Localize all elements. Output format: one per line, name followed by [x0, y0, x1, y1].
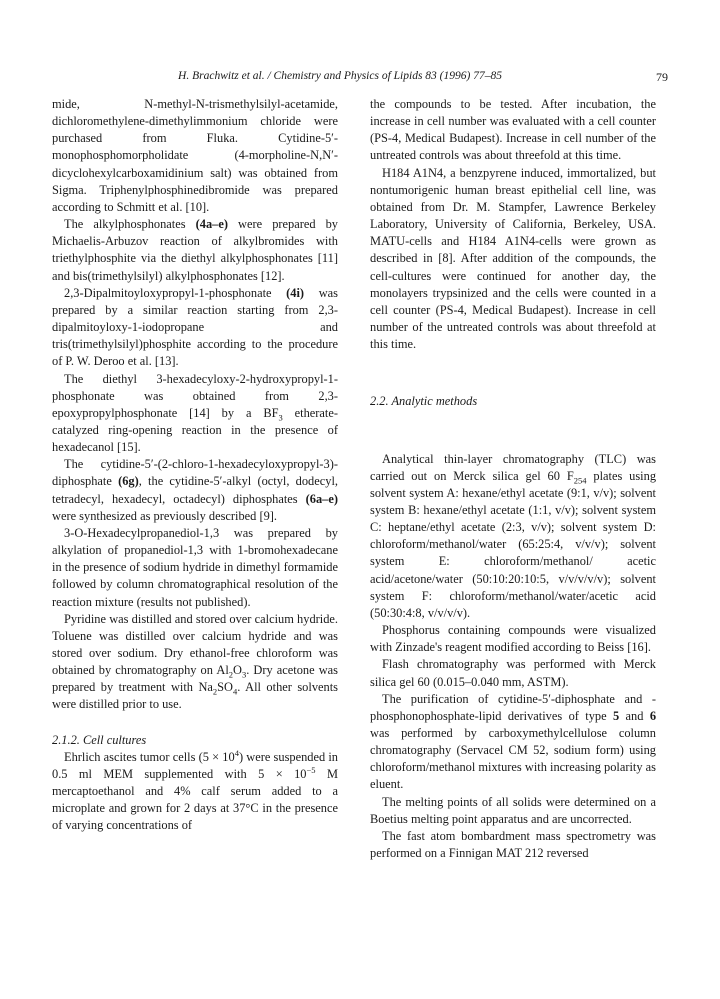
paragraph: 3-O-Hexadecylpropanediol-1,3 was prepared by alkylation of propanediol-1,3 with 1-bromohexadecane in the presence of sodium hydride in dimethyl formamide followed by column chromatographical resolution of the reaction mixture (results not published). [52, 525, 338, 609]
paragraph: The cytidine-5′-(2-chloro-1-hexadecyloxypropyl-3)-diphosphate (6g), the cytidine-5′-alkyl (octyl, dodecyl, tetradecyl, hexadecyl, octadecyl) diphosphates (6a–e) were synthesized as previously described [9]. [52, 457, 338, 523]
paragraph: The diethyl 3-hexadecyloxy-2-hydroxypropyl-1-phosphonate was obtained from 2,3-epoxypropylphosphonate [14] by a $BF_3$ etherate-catalyzed ring-opening reaction in the presence of hexadecanol [15]. [52, 371, 339, 455]
paragraph: mide, N-methyl-N-trismethylsilyl-acetamide, dichloromethylene-dimethylimmonium chloride were purchased from Fluka. Cytidine-5′-monophosphomorpholidate (4-morpholine-N,N′-dicyclohexylcarboxamidinium salt) was obtained from Sigma. Triphenylphosphinedibromide was prepared according to Schmitt et al. [10]. [52, 97, 338, 214]
paragraph: H184 A1N4, a benzpyrene induced, immortalized, but nontumorigenic human breast epithelial cell line, was obtained from Dr. M. Stampfer, Lawrence Berkeley Laboratory, University of California, Berkeley, USA. MATU-cells and H184 A1N4-cells were grown as described in [8]. After addition of the compounds, the cell-cultures were continued for another day, the monolayers trypsinized and the cells were counted in a cell counter (PS-4, Medical Budapest). Increase in cell number of the untreated controls was about threefold at this time. [370, 165, 656, 352]
paragraph: Flash chromatography was performed with Merck silica gel 60 (0.015–0.040 mm, ASTM). [370, 657, 656, 689]
section-heading: 2.1.2. Cell cultures [52, 732, 147, 747]
paragraph: The fast atom bombardment mass spectrometry was performed on a Finnigan MAT 212 reversed [370, 828, 656, 861]
section-heading: 2.2. Analytic methods [370, 394, 478, 409]
paragraph: Pyridine was distilled and stored over calcium hydride. Toluene was distilled over calcium hydride and was stored over sodium. Dry ethanol-free chloroform was obtained by chromatography on $Al_2O_3$. Dry acetone was prepared by treatment with $Na_2SO_4$. All other solvents were distilled prior to use. [52, 611, 338, 712]
page-number: 79 [656, 70, 668, 84]
paragraph: Ehrlich ascites tumor cells $(5 \times 10^4)$ were suspended in 0.5 ml MEM supplemented with $5 \times 10^{-5}$ M mercaptoethanol and 4% calf serum added to a microplate and grown for 2 days at 37°C in the presence of varying concentrations of [52, 747, 339, 833]
paragraph: The purification of cytidine-5′-diphosphate and -phosphonophosphate-lipid derivatives of type 5 and 6 was performed by carboxymethylcellulose column chromatography (Servacel CM 52, sodium form) using chloroform/methanol mixtures with increasing polarity as eluent. [370, 691, 657, 792]
paragraph: 2,3-Dipalmitoyloxypropyl-1-phosphonate (4i) was prepared by a similar reaction starting from 2,3-dipalmitoyloxy-1-iodopropane and tris(trimethylsilyl)phosphite according to the procedure of P. W. Deroo et al. [13]. [52, 285, 338, 369]
paragraph: the compounds to be tested. After incubation, the increase in cell number was evaluated with a cell counter (PS-4, Medical Budapest). Increase in cell number of the untreated controls was about threefold at this time. [370, 97, 656, 163]
paragraph: The melting points of all solids were determined on a Boetius melting point apparatus and are uncorrected. [370, 794, 656, 826]
left-column [52, 96, 338, 835]
paragraph: Phosphorus containing compounds were visualized with Zinzade's reagent modified according to Beiss [16]. [370, 623, 656, 655]
right-column [370, 96, 656, 862]
paragraph: Analytical thin-layer chromatography (TLC) was carried out on Merck silica gel 60 $F_{254}$ plates using solvent system A: hexane/ethyl acetate (9:1, v/v); solvent system B: hexane/ethyl acetate (1:1, v/v); solvent system C: heptane/ethyl acetate (2:3, v/v); solvent system D: chloroform/methanol/water (65:25:4, v/v/v); solvent system E: chloroform/methanol/ acetic acid/acetone/water (50:10:20:10:5, v/v/v/v/v); solvent system F: chloroform/methanol/water/acetic acid (50:30:4:8, v/v/v/v). [370, 451, 657, 620]
paragraph: The alkylphosphonates (4a–e) were prepared by Michaelis-Arbuzov reaction of alkylbromides with triethylphosphite via the diethyl alkylphosphonates [11] and bis(trimethylsilyl) alkylphosphonates [12]. [52, 217, 338, 283]
running-header [52, 70, 668, 86]
running-head: H. Brachwitz et al. / Chemistry and Physics of Lipids 83 (1996) 77–85 [178, 70, 502, 82]
